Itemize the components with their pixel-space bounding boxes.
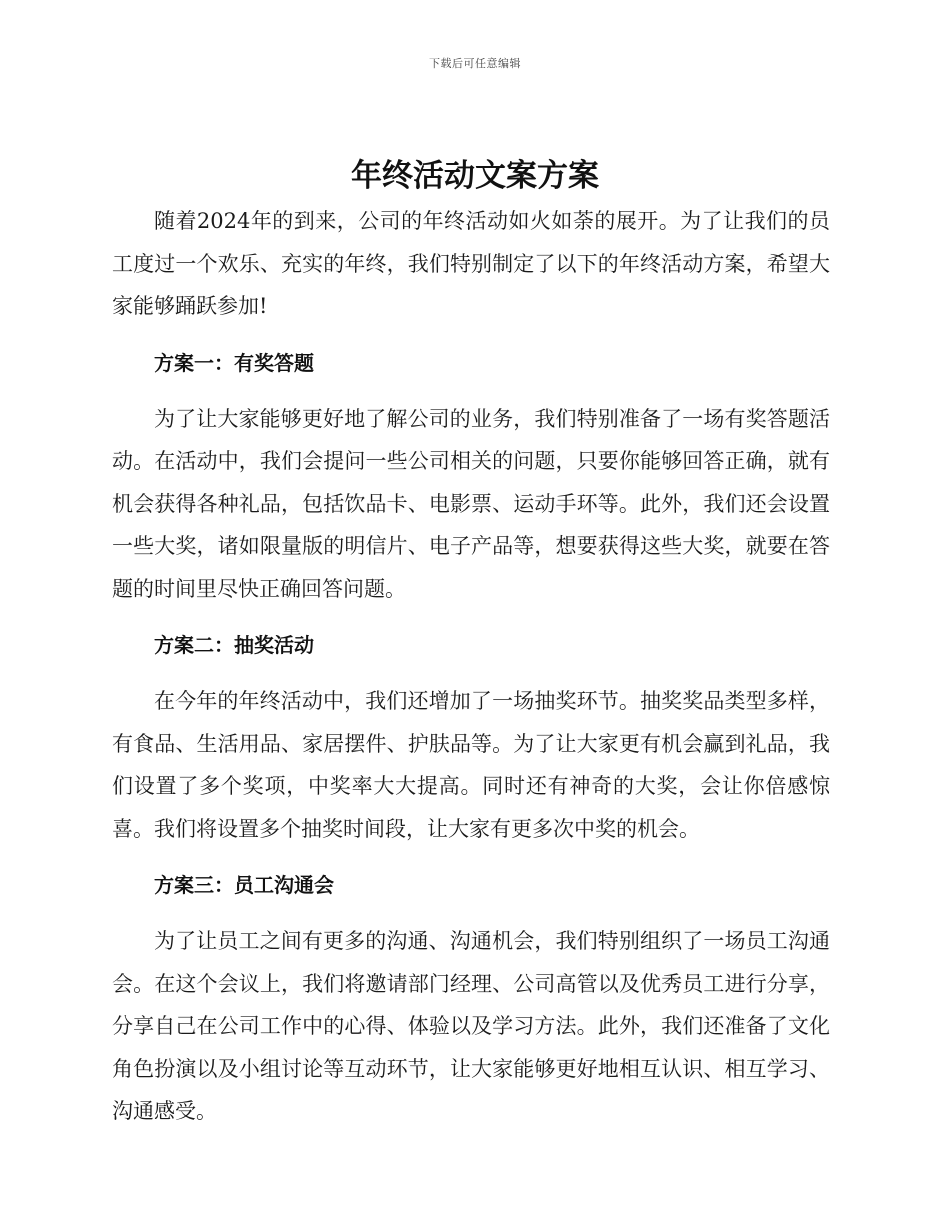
intro-paragraph: 随着2024年的到来，公司的年终活动如火如荼的展开。为了让我们的员工度过一个欢乐、充实的年终，我们特别制定了以下的年终活动方案，希望大家能够踊跃参加! (112, 209, 830, 318)
section-heading-2: 方案二：抽奖活动 (154, 633, 314, 657)
section-heading-3: 方案三：员工沟通会 (154, 873, 334, 897)
section-body-3: 为了让员工之间有更多的沟通、沟通机会，我们特别组织了一场员工沟通会。在这个会议上，我们将邀请部门经理、公司高管以及优秀员工进行分享，分享自己在公司工作中的心得、体验以及学习方法。此外，我们还准备了文化角色扮演以及小组讨论等互动环节，让大家能够更好地相互认识、相互学习、沟通感受。 (112, 929, 830, 1123)
section-body-2: 在今年的年终活动中，我们还增加了一场抽奖环节。抽奖奖品类型多样，有食品、生活用品、家居摆件、护肤品等。为了让大家更有机会赢到礼品，我们设置了多个奖项，中奖率大大提高。同时还有神奇的大奖，会让你倍感惊喜。我们将设置多个抽奖时间段，让大家有更多次中奖的机会。 (112, 689, 830, 841)
document-title: 年终活动文案方案 (351, 158, 599, 194)
section-body-1: 为了让大家能够更好地了解公司的业务，我们特别准备了一场有奖答题活动。在活动中，我们会提问一些公司相关的问题，只要你能够回答正确，就有机会获得各种礼品，包括饮品卡、电影票、运动手环等。此外，我们还会设置一些大奖，诸如限量版的明信片、电子产品等，想要获得这些大奖，就要在答题的时间里尽快正确回答问题。 (112, 406, 830, 601)
document-body (112, 200, 830, 1133)
header-note: 下载后可任意编辑 (429, 57, 521, 70)
section-heading-1: 方案一：有奖答题 (154, 350, 314, 375)
